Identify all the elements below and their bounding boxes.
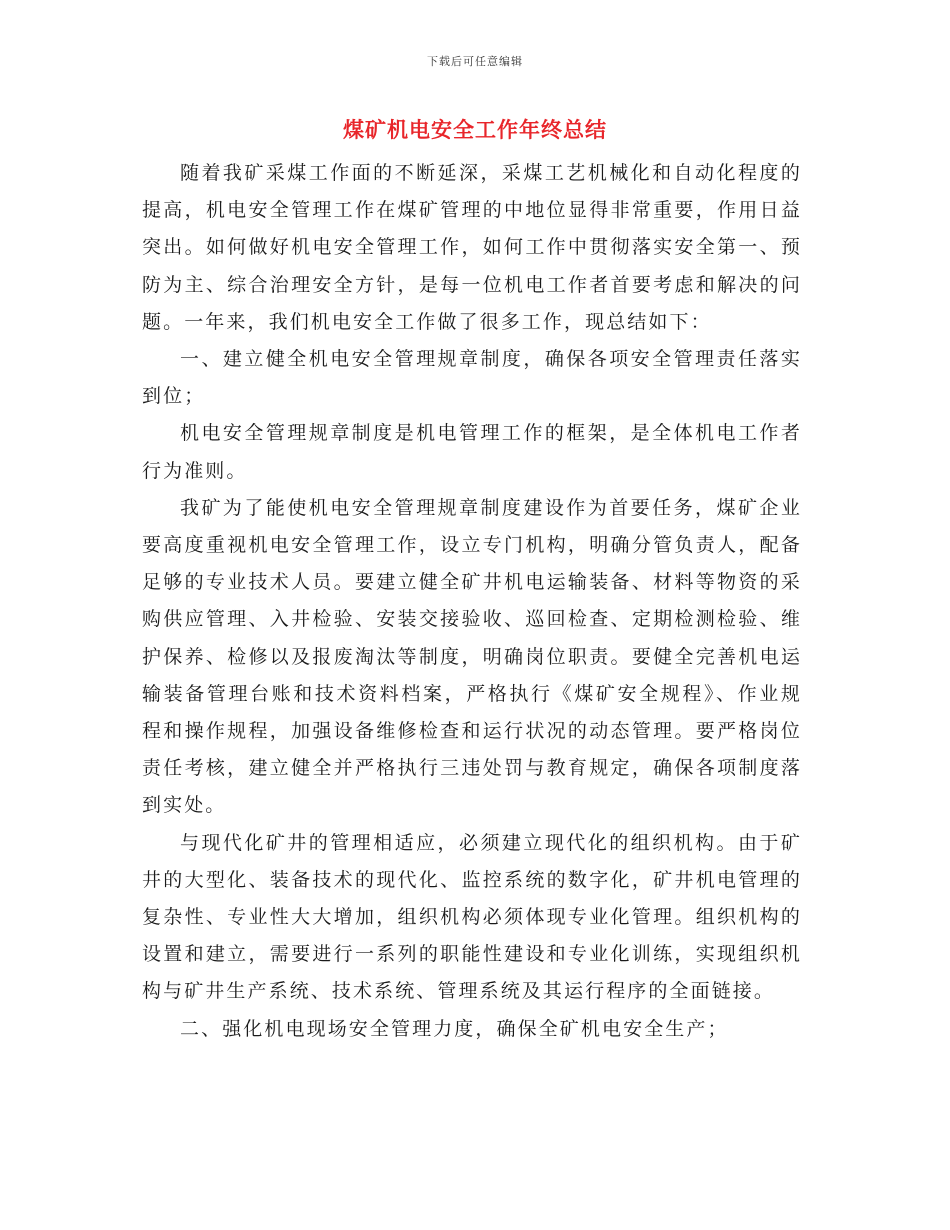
paragraph-section-heading-2: 二、强化机电现场安全管理力度，确保全矿机电安全生产； [180, 1017, 729, 1040]
paragraph-regulations-details: 我矿为了能使机电安全管理规章制度建设作为首要任务，煤矿企业要高度重视机电安全管理工作，设立专门机构，明确分管负责人，配备足够的专业技术人员。要建立健全矿井机电运输装备、材料等物资的采购供应管理、入井检验、安装交接验收、巡回检查、定期检测检验、维护保养、检修以及报废淘汰等制度，明确岗位职责。要健全完善机电运输装备管理台账和技术资料档案，严格执行《煤矿安全规程》、作业规程和操作规程，加强设备维修检查和运行状况的动态管理。要严格岗位责任考核，建立健全并严格执行三违处罚与教育规定，确保各项制度落到实处。 [142, 496, 802, 817]
header-note: 下载后可任意编辑 [427, 55, 523, 68]
document-title: 煤矿机电安全工作年终总结 [343, 117, 607, 142]
paragraph-intro: 随着我矿采煤工作面的不断延深，采煤工艺机械化和自动化程度的提高，机电安全管理工作在煤矿管理的中地位显得非常重要，作用日益突出。如何做好机电安全管理工作，如何工作中贯彻落实安全第一、预防为主、综合治理安全方针，是每一位机电工作者首要考虑和解决的问题。一年来，我们机电安全工作做了很多工作，现总结如下： [142, 162, 802, 333]
document-body [142, 155, 802, 1048]
paragraph-section-heading-1: 一、建立健全机电安全管理规章制度，确保各项安全管理责任落实到位； [142, 348, 802, 408]
paragraph-organization: 与现代化矿井的管理相适应，必须建立现代化的组织机构。由于矿井的大型化、装备技术的现代化、监控系统的数字化，矿井机电管理的复杂性、专业性大大增加，组织机构必须体现专业化管理。组织机构的设置和建立，需要进行一系列的职能性建设和专业化训练，实现组织机构与矿井生产系统、技术系统、管理系统及其运行程序的全面链接。 [142, 831, 802, 1003]
paragraph-regulations-framework: 机电安全管理规章制度是机电管理工作的框架，是全体机电工作者行为准则。 [142, 422, 802, 482]
